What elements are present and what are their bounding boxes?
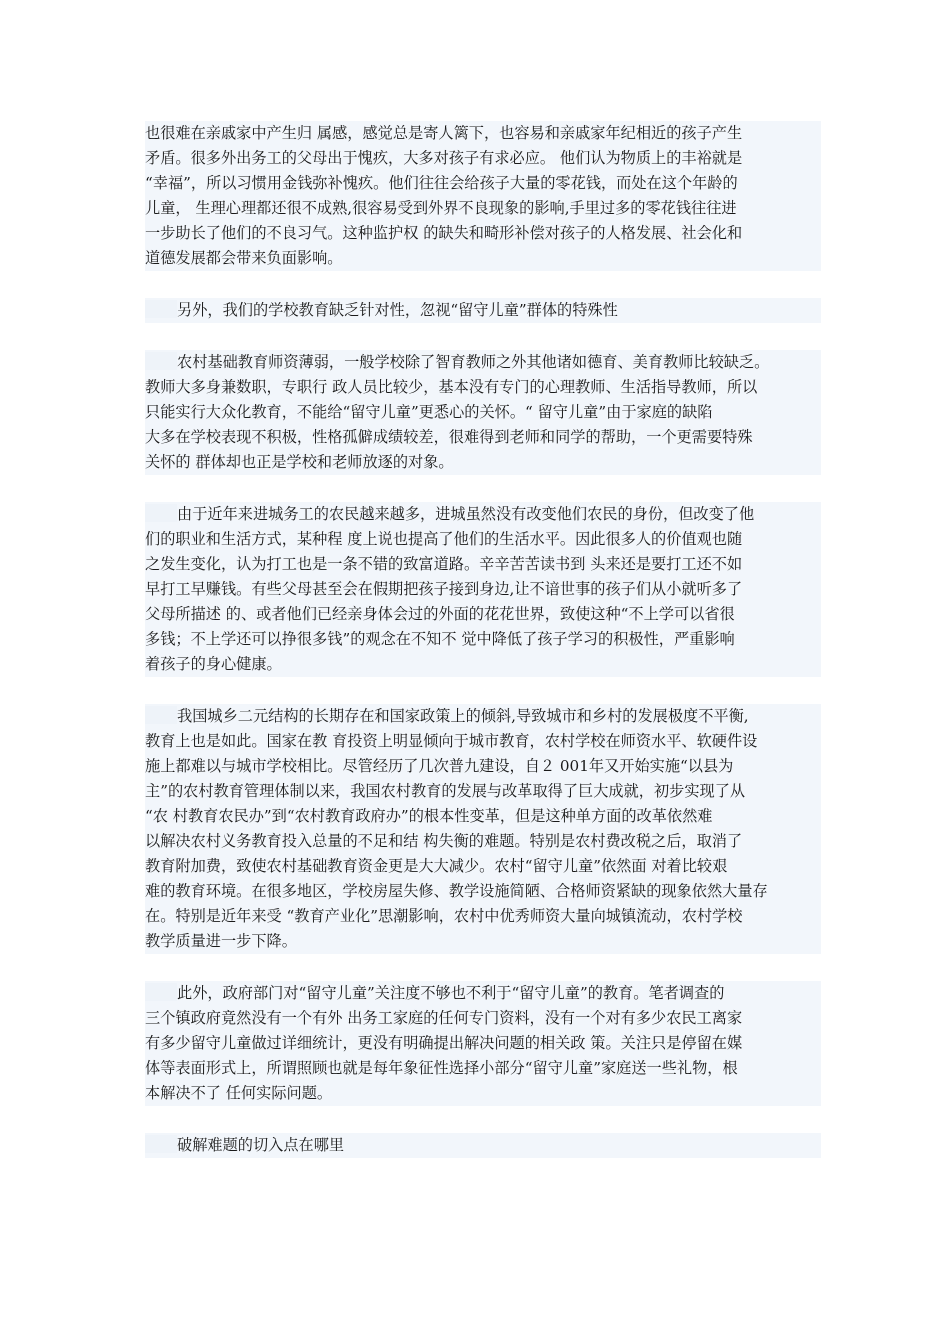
line-text: 也很难在亲戚家中产生归 属感，感觉总是寄人篱下，也容易和亲戚家年纪相近的孩子产生 bbox=[145, 124, 743, 142]
paragraph bbox=[145, 298, 821, 323]
line-text: 有多少留守儿童做过详细统计，更没有明确提出解决问题的相关政 策。关注只是停留在媒 bbox=[145, 1034, 743, 1052]
text-line bbox=[145, 221, 821, 246]
line-text: 体等表面形式上，所谓照顾也就是每年象征性选择小部分“留守儿童”家庭送一些礼物，根 bbox=[145, 1059, 738, 1077]
line-text: 在。特别是近年来受 “教育产业化”思潮影响，农村中优秀师资大量向城镇流动，农村学校 bbox=[145, 907, 743, 925]
line-text: 们的职业和生活方式，某种程 度上说也提高了他们的生活水平。因此很多人的价值观也随 bbox=[145, 530, 743, 548]
text-line bbox=[145, 779, 821, 804]
text-line bbox=[145, 1031, 821, 1056]
text-line bbox=[145, 502, 821, 527]
text-line bbox=[145, 246, 821, 271]
paragraph bbox=[145, 350, 821, 475]
line-text: “幸福”，所以习惯用金钱弥补愧疚。他们往往会给孩子大量的零花钱，而处在这个年龄的 bbox=[145, 174, 738, 192]
line-text: “农 村教育农民办”到“农村教育政府办”的根本性变革，但是这种单方面的改革依然难 bbox=[145, 807, 713, 825]
line-text: 儿童， 生理心理都还很不成熟,很容易受到外界不良现象的影响,手里过多的零花钱往往进 bbox=[145, 199, 737, 217]
text-line bbox=[145, 425, 821, 450]
line-text: 只能实行大众化教育，不能给“留守儿童”更悉心的关怀。“ 留守儿童”由于家庭的缺陷 bbox=[145, 403, 713, 421]
document-body bbox=[145, 121, 821, 1185]
line-text: 主”的农村教育管理体制以来，我国农村教育的发展与改革取得了巨大成就，初步实现了从 bbox=[145, 782, 746, 800]
line-text: 父母所描述 的、或者他们已经亲身体会过的外面的花花世界，致使这种“不上学可以省很 bbox=[145, 605, 735, 623]
paragraph bbox=[145, 502, 821, 677]
indent-space bbox=[145, 504, 177, 522]
indent-space bbox=[145, 300, 177, 318]
paragraph bbox=[145, 704, 821, 954]
text-line bbox=[145, 350, 821, 375]
line-text: 本解决不了 任何实际问题。 bbox=[145, 1084, 333, 1102]
text-line bbox=[145, 121, 821, 146]
text-line bbox=[145, 1056, 821, 1081]
text-line bbox=[145, 904, 821, 929]
text-line bbox=[145, 552, 821, 577]
text-line bbox=[145, 627, 821, 652]
line-text: 教师大多身兼数职，专职行 政人员比较少，基本没有专门的心理教师、生活指导教师，所以 bbox=[145, 378, 758, 396]
line-text: 此外，政府部门对“留守儿童”关注度不够也不利于“留守儿童”的教育。笔者调查的 bbox=[177, 984, 725, 1002]
line-text: 早打工早赚钱。有些父母甚至会在假期把孩子接到身边,让不谙世事的孩子们从小就听多了 bbox=[145, 580, 743, 598]
text-line bbox=[145, 804, 821, 829]
text-line bbox=[145, 981, 821, 1006]
text-line bbox=[145, 527, 821, 552]
indent-space bbox=[145, 706, 177, 724]
text-line bbox=[145, 929, 821, 954]
text-line bbox=[145, 1006, 821, 1031]
line-text: 之发生变化，认为打工也是一条不错的致富道路。辛辛苦苦读书到 头来还是要打工还不如 bbox=[145, 555, 743, 573]
line-text: 一步助长了他们的不良习气。这种监护权 的缺失和畸形补偿对孩子的人格发展、社会化和 bbox=[145, 224, 743, 242]
text-line bbox=[145, 577, 821, 602]
line-text: 三个镇政府竟然没有一个有外 出务工家庭的任何专门资料，没有一个对有多少农民工离家 bbox=[145, 1009, 743, 1027]
text-line bbox=[145, 450, 821, 475]
paragraph bbox=[145, 1133, 821, 1158]
line-text: 由于近年来进城务工的农民越来越多，进城虽然没有改变他们农民的身份，但改变了他 bbox=[177, 505, 755, 523]
indent-space bbox=[145, 1135, 177, 1153]
indent-space bbox=[145, 352, 177, 370]
text-line bbox=[145, 854, 821, 879]
text-line bbox=[145, 829, 821, 854]
line-text: 我国城乡二元结构的长期存在和国家政策上的倾斜,导致城市和乡村的发展极度不平衡, bbox=[177, 707, 749, 725]
paragraph bbox=[145, 121, 821, 271]
text-line bbox=[145, 1081, 821, 1106]
indent-space bbox=[145, 983, 177, 1001]
line-text: 多钱；不上学还可以挣很多钱”的观念在不知不 觉中降低了孩子学习的积极性，严重影响 bbox=[145, 630, 735, 648]
line-text: 施上都难以与城市学校相比。尽管经历了几次普九建设，自２ 001年又开始实施“以县为 bbox=[145, 757, 734, 775]
text-line bbox=[145, 602, 821, 627]
text-line bbox=[145, 146, 821, 171]
text-line bbox=[145, 400, 821, 425]
line-text: 以解决农村义务教育投入总量的不足和结 构失衡的难题。特别是农村费改税之后，取消了 bbox=[145, 832, 743, 850]
text-line bbox=[145, 171, 821, 196]
text-line bbox=[145, 652, 821, 677]
text-line bbox=[145, 196, 821, 221]
line-text: 难的教育环境。在很多地区，学校房屋失修、教学设施简陋、合格师资紧缺的现象依然大量存 bbox=[145, 882, 768, 900]
paragraph bbox=[145, 981, 821, 1106]
line-text: 另外，我们的学校教育缺乏针对性，忽视“留守儿童”群体的特殊性 bbox=[177, 301, 618, 319]
line-text: 破解难题的切入点在哪里 bbox=[177, 1136, 345, 1154]
line-text: 农村基础教育师资薄弱，一般学校除了智育教师之外其他诸如德育、美育教师比较缺乏。 bbox=[177, 353, 770, 371]
text-line bbox=[145, 298, 821, 323]
line-text: 矛盾。很多外出务工的父母出于愧疚，大多对孩子有求必应。 他们认为物质上的丰裕就是 bbox=[145, 149, 743, 167]
line-text: 教育附加费，致使农村基础教育资金更是大大减少。农村“留守儿童”依然面 对着比较艰 bbox=[145, 857, 728, 875]
line-text: 教育上也是如此。国家在教 育投资上明显倾向于城市教育，农村学校在师资水平、软硬件设 bbox=[145, 732, 758, 750]
text-line bbox=[145, 754, 821, 779]
text-line bbox=[145, 704, 821, 729]
line-text: 教学质量进一步下降。 bbox=[145, 932, 297, 950]
text-line bbox=[145, 879, 821, 904]
line-text: 着孩子的身心健康。 bbox=[145, 655, 282, 673]
text-line bbox=[145, 375, 821, 400]
text-line bbox=[145, 1133, 821, 1158]
line-text: 大多在学校表现不积极，性格孤僻成绩较差，很难得到老师和同学的帮助，一个更需要特殊 bbox=[145, 428, 753, 446]
line-text: 道德发展都会带来负面影响。 bbox=[145, 249, 343, 267]
text-line bbox=[145, 729, 821, 754]
line-text: 关怀的 群体却也正是学校和老师放逐的对象。 bbox=[145, 453, 454, 471]
